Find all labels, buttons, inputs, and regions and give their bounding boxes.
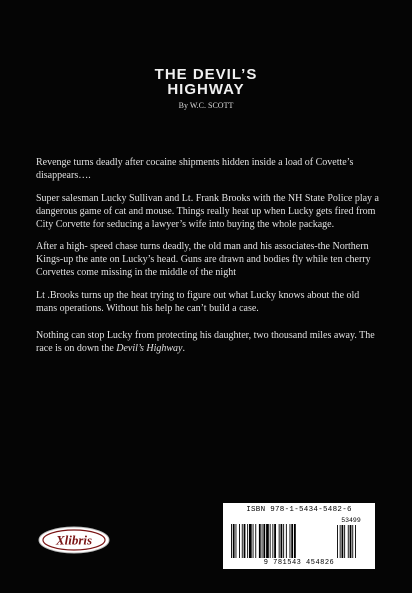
barcode-bar [236,524,237,558]
barcode-addon-number: 53499 [341,517,361,524]
barcode-digits: 9 781543 454826 [263,559,335,567]
blurb-paragraph-1: Revenge turns deadly after cocaine shipments hidden inside a load of Covette’s disappears…. [36,157,354,181]
barcode-bar [262,524,263,558]
isbn-barcode [223,503,375,569]
barcode-addon-bar [344,525,345,558]
barcode-bars [229,516,369,560]
barcode-addon-bar [355,525,356,558]
barcode-bar [291,524,293,558]
barcode-bar [272,524,273,558]
xlibris-logo [37,525,111,555]
barcode-bar [286,524,287,558]
barcode-bar [247,524,248,558]
blurb-paragraph-5-end: . [182,343,185,354]
isbn-number: ISBN 978-1-5434-5482-6 [246,506,352,514]
barcode-bar [253,524,254,558]
barcode-bar [233,524,235,558]
blurb-paragraph-3: After a high- speed chase turns deadly, the old man and his associates-the Northern Kings-up the ante on Lucky’s head. Guns are drawn and bodies fly while ten cherry Corvettes come missing in the middle of the night [36,241,371,278]
isbn-text [223,506,375,514]
blurb-paragraph-5-italic: Devil’s Highway [116,343,183,354]
barcode-bar [270,524,271,558]
barcode-bar [263,524,265,558]
barcode-bar [283,524,284,558]
barcode-bar [259,524,261,558]
barcode-bar [279,524,280,558]
barcode-addon-bar [352,525,353,558]
blurb-paragraph-4: Lt .Brooks turns up the heat trying to figure out what Lucky knows about the old mans operations. Without his help he can’t build a case. [36,290,360,314]
book-title-line1: THE DEVIL’S [154,66,258,83]
barcode-bar [244,524,246,558]
barcode-bar [242,524,243,558]
blurb-paragraph-2: Super salesman Lucky Sullivan and Lt. Frank Brooks with the NH State Police play a dangerous game of cat and mouse. Things really heat up when Lucky gets fired from City Corvette for seducing a lawyer’s wife into buying the whole package. [36,193,379,230]
author-byline: By W.C. SCOTT [178,101,234,110]
blurb-paragraph-5 [36,329,382,355]
barcode-bar [290,524,291,558]
barcode-addon-bar [350,525,352,558]
barcode-bar [249,524,252,558]
barcode-bar [274,524,276,558]
barcode-bar [239,524,240,558]
barcode-bar [294,524,296,558]
barcode-bar [281,524,283,558]
barcode-bar [255,524,256,558]
barcode-addon-bar [342,525,344,558]
barcode-addon-bar [337,525,338,558]
barcode-bar [266,524,269,558]
xlibris-logo-text: Xlibris [55,532,93,548]
blurb-paragraph-5-text: Nothing can stop Lucky from protecting his daughter, two thousand miles away. The race is on down the [36,330,375,354]
barcode-addon-bar [348,525,349,558]
book-title-line2: HIGHWAY [167,81,245,98]
barcode-addon-bar [340,525,341,558]
barcode-bar [231,524,232,558]
